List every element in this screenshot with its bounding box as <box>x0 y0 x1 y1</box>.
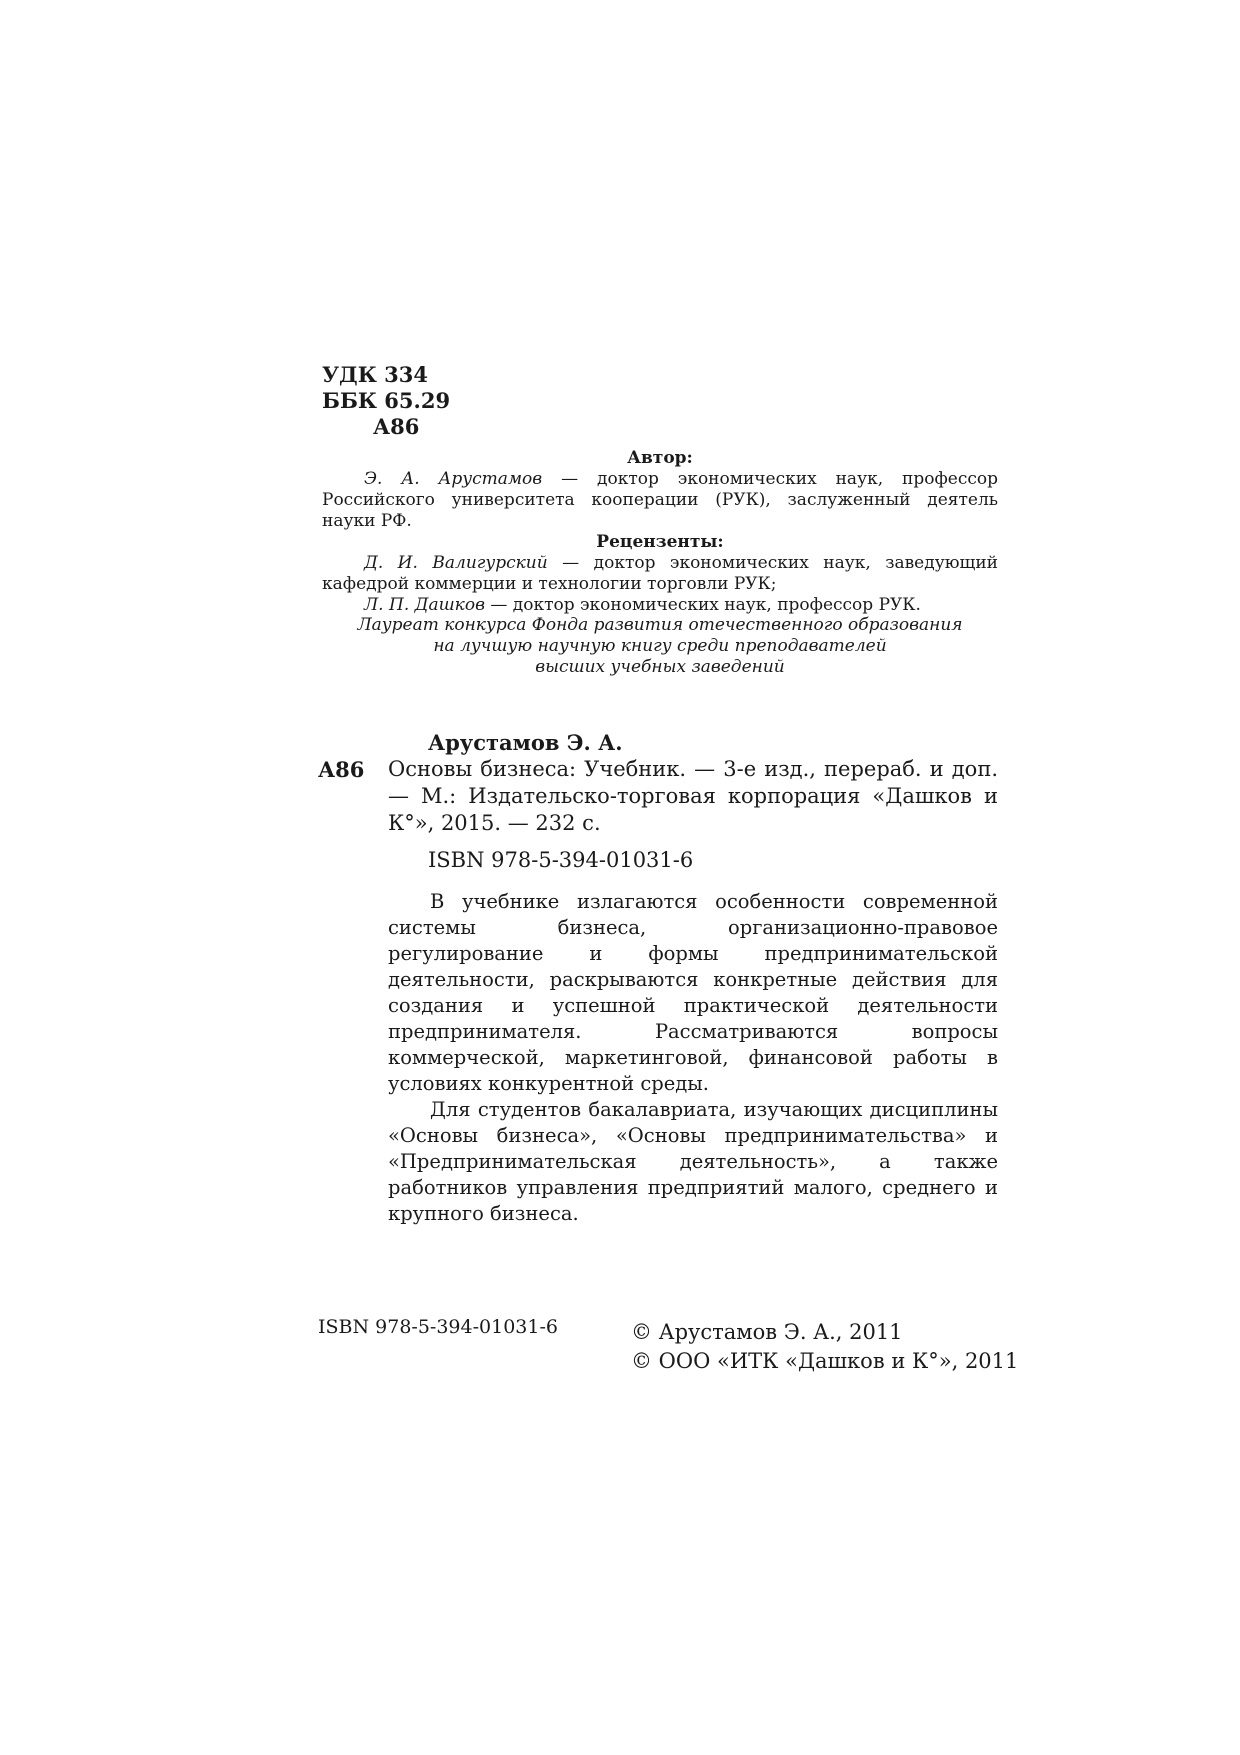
author-mark-code: А86 <box>373 414 420 439</box>
laureate-note <box>322 615 998 678</box>
reviewer-entry <box>322 595 998 616</box>
bibliographic-description: Основы бизнеса: Учебник. — 3-е изд., перераб. и доп. — М.: Издательско-торговая корпорация «Дашков и К°», 2015. — 232 с. <box>388 757 998 835</box>
laureate-line: высших учебных заведений <box>535 657 785 677</box>
catalog-card <box>388 729 998 1227</box>
author-name: Э. А. Арустамов <box>364 469 543 489</box>
reviewer-description: — доктор экономических наук, заведующий кафедрой коммерции и технологии торговли РУК; <box>322 553 998 594</box>
copyright-line: © ООО «ИТК «Дашков и К°», 2011 <box>631 1349 1019 1373</box>
footer-isbn: ISBN 978-5-394-01031-6 <box>318 1316 558 1338</box>
catalog-author: Арустамов Э. А. <box>428 730 623 755</box>
catalog-isbn: ISBN 978-5-394-01031-6 <box>428 848 694 872</box>
udk-code: УДК 334 <box>322 362 428 387</box>
author-heading: Автор: <box>627 448 693 468</box>
catalog-card-code: А86 <box>318 757 365 782</box>
credits-block <box>322 448 998 616</box>
author-entry <box>322 469 998 532</box>
copyright-line: © Арустамов Э. А., 2011 <box>631 1320 903 1344</box>
reviewer-entry <box>322 553 998 595</box>
annotation-paragraph: Для студентов бакалавриата, изучающих дисциплины «Основы бизнеса», «Основы предпринимательства» и «Предпринимательская деятельность», а также работников управления предприятий малого, среднего и крупного бизнеса. <box>388 1098 998 1225</box>
reviewer-name: Д. И. Валигурский <box>364 553 548 573</box>
copyright-block <box>631 1318 1018 1376</box>
annotation-paragraph: В учебнике излагаются особенности современной системы бизнеса, организационно-правовое регулирование и формы предпринимательской деятельности, раскрываются конкретные действия для создания и успешной практической деятельности предпринимателя. Рассматриваются вопросы коммерческой, маркетинговой, финансовой работы в условиях конкурентной среды. <box>388 890 998 1095</box>
classification-block <box>322 362 450 440</box>
annotation <box>388 889 998 1227</box>
laureate-line: Лауреат конкурса Фонда развития отечественного образования <box>357 615 963 635</box>
reviewers-heading: Рецензенты: <box>596 532 724 552</box>
bbk-code: ББК 65.29 <box>322 388 451 413</box>
reviewer-name: Л. П. Дашков <box>364 595 485 615</box>
author-description: — доктор экономических наук, профессор Российского университета кооперации (РУК), заслуженный деятель науки РФ. <box>322 469 998 531</box>
reviewer-description: — доктор экономических наук, профессор РУК. <box>484 595 921 615</box>
laureate-line: на лучшую научную книгу среди преподавателей <box>433 636 887 656</box>
